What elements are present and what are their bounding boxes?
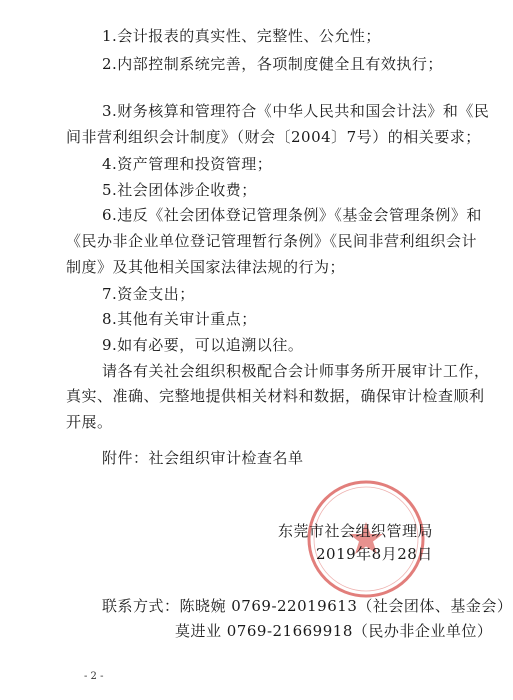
request-paragraph-line-3: 开展。 [66,413,113,431]
item-9: 9.如有必要，可以追溯以往。 [102,336,304,354]
item-8: 8.其他有关审计重点； [102,310,257,328]
item-6-line-1: 6.违反《社会团体登记管理条例》《基金会管理条例》和 [102,206,482,224]
request-paragraph-line-2: 真实、准确、完整地提供相关材料和数据，确保审计检查顺利 [66,387,485,405]
contact-line-2: 莫进业 0769-21669918（民办非企业单位） [175,622,493,640]
item-3-line-2: 间非营利组织会计制度》（财会〔2004〕7号）的相关要求； [66,128,481,146]
item-2: 2.内部控制系统完善，各项制度健全且有效执行； [102,55,443,73]
item-6-line-3: 制度》及其他相关国家法律法规的行为； [66,258,346,276]
item-1: 1.会计报表的真实性、完整性、公允性； [102,27,381,45]
item-3-line-1: 3.财务核算和管理符合《中华人民共和国会计法》和《民 [102,102,490,120]
item-5: 5.社会团体涉企收费； [102,181,257,199]
item-7: 7.资金支出； [102,285,195,303]
contact-line-1: 联系方式：陈晓婉 0769-22019613（社会团体、基金会） [102,597,513,615]
request-paragraph-line-1: 请各有关社会组织积极配合会计师事务所开展审计工作， [102,362,490,380]
item-6-line-2: 《民办非企业单位登记管理暂行条例》《民间非营利组织会计 [66,232,478,250]
issuer-name: 东莞市社会组织管理局 [278,522,434,540]
page-number: - 2 - [84,671,104,682]
attachment-line: 附件：社会组织审计检查名单 [102,449,304,467]
item-4: 4.资产管理和投资管理； [102,155,273,173]
issue-date: 2019年8月28日 [316,545,433,563]
